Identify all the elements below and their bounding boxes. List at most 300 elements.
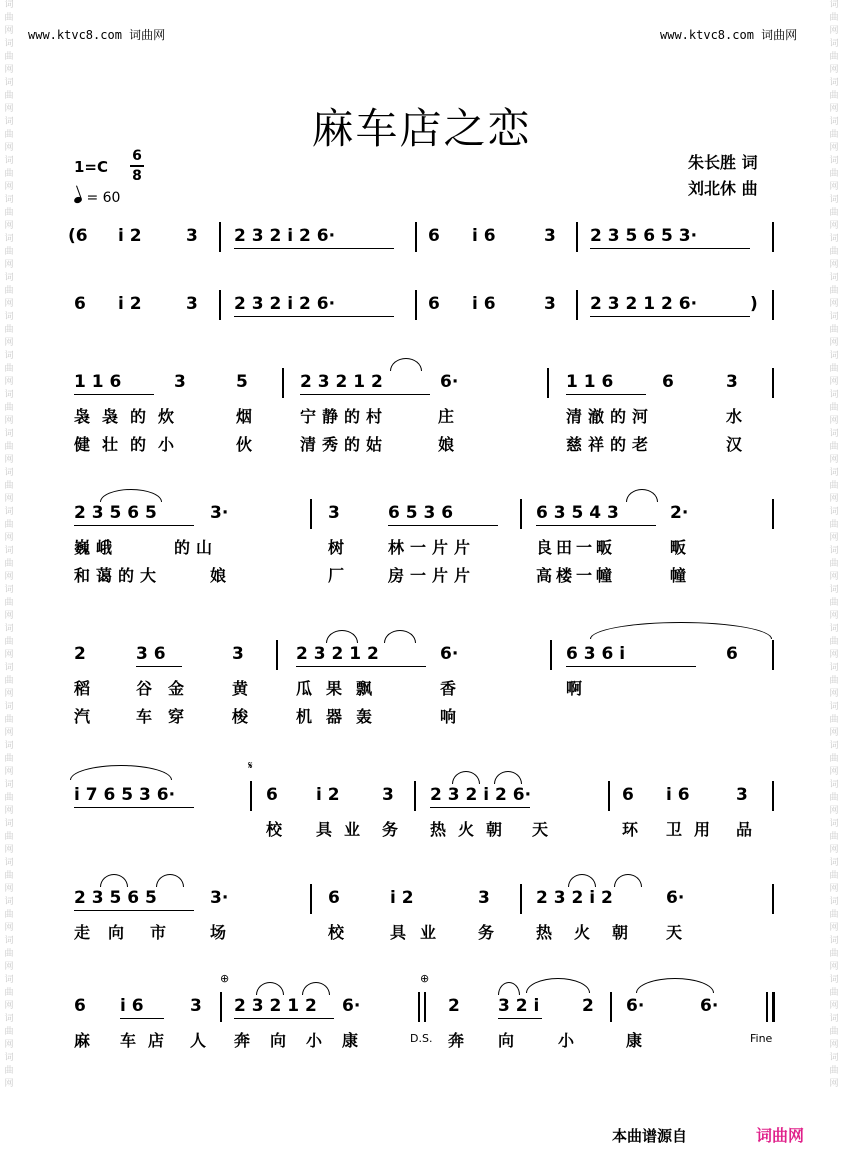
watermark-glyph: 曲 <box>4 52 14 62</box>
site-text: 词曲网 <box>761 28 798 42</box>
note-group: 2 3 2 i 2 6· <box>430 785 532 805</box>
watermark-glyph: 曲 <box>829 910 839 920</box>
watermark-glyph: 词 <box>829 468 839 478</box>
watermark-glyph: 网 <box>4 884 14 894</box>
watermark-glyph: 曲 <box>829 442 839 452</box>
time-divider <box>130 165 144 167</box>
watermark-glyph: 网 <box>829 806 839 816</box>
watermark-glyph: 词 <box>4 234 14 244</box>
watermark-glyph: 词 <box>829 936 839 946</box>
barline <box>415 290 417 320</box>
watermark-glyph: 网 <box>829 572 839 582</box>
lyric-line-1 <box>70 535 775 561</box>
lyric: 务 <box>382 820 399 839</box>
lyric: 汽 <box>74 707 91 726</box>
note-group: i 2 <box>118 294 142 314</box>
watermark-glyph: 词 <box>829 858 839 868</box>
lyric: 娘 <box>210 566 227 585</box>
watermark-glyph: 曲 <box>829 130 839 140</box>
note-group: 5 <box>236 372 248 392</box>
time-bottom: 8 <box>132 168 142 184</box>
beam-line <box>388 525 498 526</box>
slur <box>70 765 172 780</box>
note-group: i 2 <box>390 888 414 908</box>
watermark-glyph: 曲 <box>4 169 14 179</box>
watermark-glyph: 网 <box>829 377 839 387</box>
watermark-glyph: 词 <box>4 780 14 790</box>
watermark-glyph: 词 <box>829 1053 839 1063</box>
watermark-glyph: 曲 <box>829 1027 839 1037</box>
lyric-line-2 <box>70 563 775 589</box>
watermark-glyph: 词 <box>829 975 839 985</box>
lyric: 香 <box>440 679 457 698</box>
watermark-glyph: 曲 <box>4 91 14 101</box>
note-group: 2 <box>582 996 594 1016</box>
barline <box>250 781 252 811</box>
watermark-glyph: 词 <box>4 507 14 517</box>
url-text: www.ktvc8.com <box>660 28 754 42</box>
slur <box>256 982 284 995</box>
watermark-glyph: 词 <box>829 39 839 49</box>
note-group: 6 3 6 i <box>566 644 626 664</box>
note-group: 3 <box>328 503 340 523</box>
watermark-glyph: 网 <box>4 923 14 933</box>
slur <box>526 978 590 993</box>
watermark-glyph: 曲 <box>829 325 839 335</box>
beam-line <box>136 666 182 667</box>
watermark-glyph: 词 <box>4 117 14 127</box>
watermark-glyph: 词 <box>829 0 839 10</box>
watermark-glyph: 网 <box>4 494 14 504</box>
slur <box>614 874 642 887</box>
repeat-close: ) <box>750 294 758 314</box>
watermark-glyph: 网 <box>829 962 839 972</box>
watermark-glyph: 曲 <box>829 13 839 23</box>
lyric: 天 <box>666 923 683 942</box>
watermark-glyph: 词 <box>4 0 14 10</box>
beam-line <box>566 666 696 667</box>
watermark-glyph: 词 <box>829 507 839 517</box>
watermark-glyph: 词 <box>829 780 839 790</box>
watermark-glyph: 网 <box>829 1040 839 1050</box>
note-group: 3 <box>190 996 202 1016</box>
score-row-7 <box>70 888 775 924</box>
watermark-glyph: 词 <box>829 624 839 634</box>
slur <box>326 630 358 643</box>
lyric: 清澈的河 <box>566 407 655 426</box>
lyric: 烟 <box>236 407 253 426</box>
note-group: 6· <box>440 644 459 664</box>
watermark-glyph: 网 <box>829 221 839 231</box>
note-group: 3 <box>186 294 198 314</box>
barline <box>418 992 420 1022</box>
watermark-glyph: 曲 <box>4 364 14 374</box>
watermark-glyph: 曲 <box>829 169 839 179</box>
watermark-glyph: 曲 <box>829 520 839 530</box>
note-group: 3 6 <box>136 644 166 664</box>
score-row-2 <box>70 294 775 330</box>
lyric: 天 <box>532 820 549 839</box>
lyric: 小 <box>558 1031 575 1050</box>
beam-line <box>296 666 426 667</box>
watermark-glyph: 词 <box>4 312 14 322</box>
watermark-glyph: 词 <box>4 546 14 556</box>
note-group: i 2 <box>118 226 142 246</box>
watermark-glyph: 曲 <box>829 91 839 101</box>
watermark-glyph: 词 <box>4 741 14 751</box>
watermark-glyph: 网 <box>4 26 14 36</box>
note-group: i 6 <box>472 294 496 314</box>
watermark-glyph: 词 <box>829 195 839 205</box>
lyric: 热火朝 <box>430 820 515 839</box>
watermark-glyph: 网 <box>829 689 839 699</box>
barline <box>576 222 578 252</box>
watermark-glyph: 词 <box>829 390 839 400</box>
beam-line <box>566 394 646 395</box>
watermark-glyph: 曲 <box>829 598 839 608</box>
lyric: 的山 <box>174 538 219 557</box>
note-group: 3 <box>186 226 198 246</box>
beam-line <box>300 394 430 395</box>
watermark-glyph: 词 <box>4 1014 14 1024</box>
watermark-glyph: 词 <box>4 975 14 985</box>
note-group: 6· <box>342 996 361 1016</box>
watermark-glyph: 词 <box>4 1053 14 1063</box>
note-group: 3 <box>544 226 556 246</box>
watermark-glyph: 词 <box>829 117 839 127</box>
note-group: 3· <box>210 888 229 908</box>
note-group: 2 3 2 i 2 <box>536 888 613 908</box>
watermark-glyph: 曲 <box>4 715 14 725</box>
beam-line <box>74 394 154 395</box>
lyric: 梭 <box>232 707 249 726</box>
barline <box>220 992 222 1022</box>
watermark-glyph: 网 <box>829 26 839 36</box>
watermark-glyph: 词 <box>829 546 839 556</box>
watermark-glyph: 曲 <box>4 676 14 686</box>
note-group: 6· <box>626 996 645 1016</box>
watermark-glyph: 曲 <box>4 481 14 491</box>
score-row-6 <box>70 759 775 821</box>
lyric: 奔向小 <box>234 1031 343 1050</box>
watermark-glyph: 网 <box>4 845 14 855</box>
watermark-glyph: 网 <box>4 1040 14 1050</box>
watermark-glyph: 曲 <box>829 481 839 491</box>
watermark-glyph: 网 <box>4 104 14 114</box>
source-text: 本曲谱源自 <box>612 1127 688 1145</box>
lyric: 务 <box>478 923 495 942</box>
watermark-glyph: 曲 <box>829 871 839 881</box>
watermark-glyph: 曲 <box>4 247 14 257</box>
score-row-4 <box>70 503 775 539</box>
lyric: 巍峨 <box>74 538 119 557</box>
watermark-glyph: 曲 <box>4 442 14 452</box>
lyric: 黄 <box>232 679 249 698</box>
barline <box>424 992 426 1022</box>
lyric: 房一片片 <box>388 566 477 585</box>
lyric: 康 <box>342 1031 359 1050</box>
watermark-glyph: 曲 <box>829 1066 839 1076</box>
lyric: 伙 <box>236 435 253 454</box>
lyric: 和蔼的大 <box>74 566 163 585</box>
lyric: 市 <box>150 923 167 942</box>
note-group: 6 5 3 6 <box>388 503 454 523</box>
watermark-glyph: 曲 <box>4 286 14 296</box>
watermark-glyph: 曲 <box>4 637 14 647</box>
beam-line <box>74 525 194 526</box>
note-group: 6 3 5 4 3 <box>536 503 619 523</box>
barline <box>766 992 768 1022</box>
lyric: 林一片片 <box>388 538 477 557</box>
beam-line <box>590 316 750 317</box>
beam-line <box>74 910 194 911</box>
watermark-glyph: 词 <box>4 351 14 361</box>
watermark-glyph: 网 <box>829 299 839 309</box>
note-group: 6· <box>666 888 685 908</box>
lyric: 清秀的姑 <box>300 435 389 454</box>
watermark-glyph: 词 <box>829 234 839 244</box>
watermark-glyph: 网 <box>4 260 14 270</box>
note-group: 6· <box>440 372 459 392</box>
watermark-glyph: 词 <box>829 702 839 712</box>
note-group: 2 3 2 i 2 6· <box>234 294 336 314</box>
right-watermark-strip <box>827 0 841 1172</box>
slur <box>390 358 422 371</box>
watermark-glyph: 曲 <box>4 1066 14 1076</box>
score-row-8 <box>70 972 775 1032</box>
lyric: 场 <box>210 923 227 942</box>
watermark-glyph: 词 <box>829 156 839 166</box>
beam-line <box>74 807 194 808</box>
watermark-glyph: 词 <box>4 663 14 673</box>
lyric: 品 <box>736 820 753 839</box>
lyric: 机器轰 <box>296 707 387 726</box>
watermark-glyph: 网 <box>4 1001 14 1011</box>
watermark-glyph: 词 <box>4 702 14 712</box>
watermark-glyph: 曲 <box>4 949 14 959</box>
lyric: 庄 <box>438 407 455 426</box>
watermark-glyph: 词 <box>829 585 839 595</box>
watermark-glyph: 曲 <box>4 13 14 23</box>
lyric-line-2 <box>70 432 775 458</box>
note-group: 2 3 5 6 5 <box>74 888 157 908</box>
slur <box>590 622 772 639</box>
note-group: 6· <box>700 996 719 1016</box>
watermark-glyph: 网 <box>4 455 14 465</box>
barline <box>520 499 522 529</box>
time-signature <box>130 148 144 184</box>
note-group: 2 3 2 i 2 6· <box>234 226 336 246</box>
barline <box>415 222 417 252</box>
watermark-glyph: 词 <box>4 585 14 595</box>
beam-line <box>498 1018 542 1019</box>
watermark-glyph: 网 <box>829 1001 839 1011</box>
slur <box>302 982 330 995</box>
barline <box>772 781 774 811</box>
watermark-glyph: 曲 <box>4 1027 14 1037</box>
note-group: 6 <box>266 785 278 805</box>
watermark-glyph: 曲 <box>829 364 839 374</box>
ds-marking: D.S. <box>410 1032 433 1045</box>
lyricist: 朱长胜 词 <box>688 153 758 172</box>
barline <box>576 290 578 320</box>
watermark-glyph: 网 <box>4 416 14 426</box>
score-row-1 <box>70 226 775 262</box>
watermark-glyph: 曲 <box>829 793 839 803</box>
watermark-glyph: 网 <box>4 806 14 816</box>
note-group: 6 <box>726 644 738 664</box>
barline <box>276 640 278 670</box>
watermark-glyph: 曲 <box>829 637 839 647</box>
watermark-glyph: 曲 <box>4 754 14 764</box>
tempo-marking <box>74 190 120 206</box>
composer: 刘北休 曲 <box>688 179 758 198</box>
lyric: 水 <box>726 407 743 426</box>
lyric: 卫用 <box>666 820 723 839</box>
watermark-glyph: 词 <box>4 936 14 946</box>
note-group: 6 <box>74 996 86 1016</box>
watermark-glyph: 网 <box>829 650 839 660</box>
watermark-glyph: 网 <box>4 611 14 621</box>
note-group: 2 <box>74 644 86 664</box>
watermark-glyph: 词 <box>4 858 14 868</box>
note-group: 3 2 i <box>498 996 540 1016</box>
barline <box>219 290 221 320</box>
slur <box>100 489 162 502</box>
watermark-glyph: 词 <box>829 741 839 751</box>
watermark-glyph: 词 <box>829 897 839 907</box>
note-group: 2· <box>670 503 689 523</box>
barline <box>520 884 522 914</box>
url-text: www.ktvc8.com <box>28 28 122 42</box>
watermark-glyph: 网 <box>829 611 839 621</box>
lyric: 车穿 <box>136 707 201 726</box>
watermark-glyph: 词 <box>829 1014 839 1024</box>
barline <box>608 781 610 811</box>
barline <box>310 884 312 914</box>
watermark-glyph: 词 <box>4 78 14 88</box>
lyric: 校 <box>328 923 345 942</box>
slur <box>626 489 658 502</box>
watermark-glyph: 网 <box>829 455 839 465</box>
barline <box>414 781 416 811</box>
watermark-glyph: 曲 <box>829 403 839 413</box>
note-group: i 6 <box>666 785 690 805</box>
lyric: 校 <box>266 820 283 839</box>
note-group: 6 <box>622 785 634 805</box>
barline <box>282 368 284 398</box>
watermark-glyph: 曲 <box>4 208 14 218</box>
watermark-glyph: 曲 <box>4 403 14 413</box>
segno-icon: 𝄋 <box>248 759 253 772</box>
slur <box>568 874 596 887</box>
note-group: 6 <box>428 226 440 246</box>
watermark-glyph: 词 <box>829 78 839 88</box>
watermark-glyph: 曲 <box>829 52 839 62</box>
watermark-glyph: 网 <box>829 845 839 855</box>
fine-marking: Fine <box>750 1032 773 1045</box>
note-group: 6 <box>428 294 440 314</box>
lyric: 瓜果飘 <box>296 679 387 698</box>
lyric: 向 <box>498 1031 515 1050</box>
key-signature: 1=C <box>74 158 109 176</box>
watermark-glyph: 网 <box>4 728 14 738</box>
watermark-glyph: 网 <box>829 65 839 75</box>
header-url-left <box>28 26 165 43</box>
watermark-glyph: 网 <box>4 1079 14 1089</box>
beam-line <box>430 807 530 808</box>
lyric-line-1 <box>70 817 775 843</box>
watermark-glyph: 词 <box>4 624 14 634</box>
watermark-glyph: 曲 <box>4 130 14 140</box>
lyric-line-1 <box>70 920 775 946</box>
beam-line <box>234 316 394 317</box>
lyric: 热火朝 <box>536 923 651 942</box>
time-top: 6 <box>132 148 142 164</box>
tempo-value: = 60 <box>86 190 121 206</box>
lyric: 奔 <box>448 1031 465 1050</box>
slur <box>156 874 184 887</box>
watermark-glyph: 曲 <box>829 208 839 218</box>
final-barline <box>772 992 775 1022</box>
lyric-line-1 <box>70 1028 775 1054</box>
note-group: 6 <box>662 372 674 392</box>
watermark-glyph: 网 <box>4 767 14 777</box>
watermark-glyph: 词 <box>4 429 14 439</box>
lyric: 慈祥的老 <box>566 435 655 454</box>
lyric: 啊 <box>566 679 583 698</box>
watermark-glyph: 词 <box>4 39 14 49</box>
watermark-glyph: 词 <box>4 819 14 829</box>
note-group: 3 <box>544 294 556 314</box>
watermark-glyph: 曲 <box>4 520 14 530</box>
lyric: 良田一畈 <box>536 538 617 557</box>
watermark-glyph: 词 <box>829 819 839 829</box>
song-title: 麻车店之恋 <box>311 104 532 153</box>
note-group: i 2 <box>316 785 340 805</box>
watermark-glyph: 网 <box>829 143 839 153</box>
barline <box>219 222 221 252</box>
watermark-glyph: 词 <box>4 897 14 907</box>
lyric: 具业 <box>390 923 451 942</box>
watermark-glyph: 曲 <box>4 559 14 569</box>
lyric: 畈 <box>670 538 687 557</box>
watermark-glyph: 网 <box>4 182 14 192</box>
note-group: i 6 <box>120 996 144 1016</box>
watermark-glyph: 网 <box>829 416 839 426</box>
beam-line <box>536 525 656 526</box>
note-group: 2 3 2 1 2 <box>296 644 379 664</box>
watermark-glyph: 曲 <box>829 559 839 569</box>
note-group: 3 <box>726 372 738 392</box>
watermark-glyph: 网 <box>4 143 14 153</box>
watermark-glyph: 词 <box>829 351 839 361</box>
note-group: 3 <box>382 785 394 805</box>
slur <box>636 978 714 993</box>
lyric: 响 <box>440 707 457 726</box>
watermark-glyph: 曲 <box>829 676 839 686</box>
lyric: 具业 <box>316 820 373 839</box>
barline <box>550 640 552 670</box>
barline <box>310 499 312 529</box>
watermark-glyph: 网 <box>829 338 839 348</box>
lyric: 谷金 <box>136 679 201 698</box>
lyric: 走向 <box>74 923 143 942</box>
note-group: 6 <box>328 888 340 908</box>
note-group: 2 <box>448 996 460 1016</box>
barline <box>772 290 774 320</box>
barline <box>772 499 774 529</box>
